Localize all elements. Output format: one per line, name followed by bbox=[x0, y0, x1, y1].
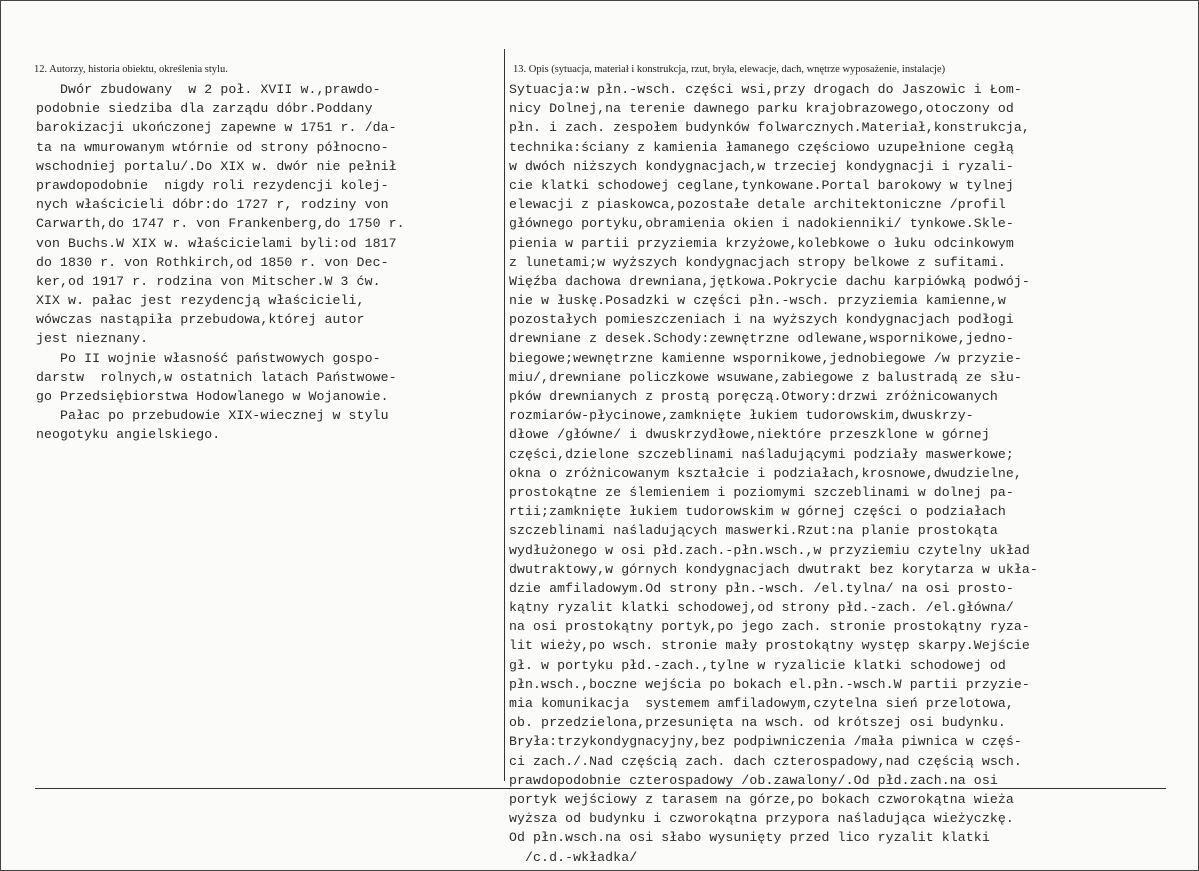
text-line: dwutraktowy,w górnych kondygnacjach dwutrakt bez korytarza w ukła- bbox=[509, 561, 1038, 577]
text-line: do 1830 r. von Rothkirch,od 1850 r. von Dec- bbox=[36, 254, 389, 270]
text-line: barokizacji ukończonej zapewne w 1751 r. /da- bbox=[36, 120, 397, 136]
text-line: w dwóch niższych kondygnacjach,w trzeciej kondygnacji i ryzali- bbox=[509, 158, 1014, 174]
text-line: wschodniej portalu/.Do XIX w. dwór nie pełnił bbox=[36, 158, 397, 174]
text-line: płn. i zach. zespołem budynków folwarcznych.Materiał,konstrukcja, bbox=[509, 120, 1030, 136]
text-line: ta na wmurowanym wtórnie od strony północno- bbox=[36, 139, 389, 155]
text-line: kątny ryzalit klatki schodowej,od strony płd.-zach. /el.główna/ bbox=[509, 600, 1014, 616]
text-line: portyk wejściowy z tarasem na górze,po bokach czworokątna wieża bbox=[509, 791, 1014, 807]
text-line: nie w łuskę.Posadzki w części płn.-wsch. przyziemia kamienne,w bbox=[509, 293, 1006, 309]
text-line: dzie amfiladowym.Od strony płn.-wsch. /el.tylna/ na osi prosto- bbox=[509, 580, 1014, 596]
column-divider bbox=[504, 49, 505, 781]
text-line: części,dzielone szczeblinami naśladującymi podziały maswerkowe; bbox=[509, 446, 1014, 462]
text-line: biegowe;wewnętrzne kamienne wspornikowe,jednobiegowe /w przyzie- bbox=[509, 350, 1022, 366]
text-line: gł. w portyku płd.-zach.,tylne w ryzalicie klatki schodowej od bbox=[509, 657, 1006, 673]
text-line: Po II wojnie własność państwowych gospo- bbox=[36, 350, 381, 366]
text-line: prawdopodobnie nigdy roli rezydencji kolej- bbox=[36, 177, 389, 193]
text-line: prostokątne ze ślemieniem i poziomymi szczeblinami w dolnej pa- bbox=[509, 484, 1014, 500]
text-line: rozmiarów-płycinowe,zamknięte łukiem tudorowskim,dwuskrzy- bbox=[509, 408, 974, 424]
text-line: miu/,drewniane policzkowe wsuwane,zabiegowe z balustradą ze słu- bbox=[509, 369, 1022, 385]
text-line: Dwór zbudowany w 2 poł. XVII w.,prawdo- bbox=[36, 82, 381, 97]
text-line: wówczas nastąpiła przebudowa,której autor bbox=[36, 312, 365, 328]
text-line: wyższa od budynku i czworokątna przypora naśladująca wieżyczkę. bbox=[509, 811, 1014, 827]
text-line: ob. przedzielona,przesunięta na wsch. od krótszej osi budynku. bbox=[509, 715, 1006, 731]
text-line: Więźba dachowa drewniana,jętkowa.Pokrycie dachu karpiówką podwój- bbox=[509, 273, 1030, 289]
right-section-heading: 13. Opis (sytuacja, materiał i konstrukcja, rzut, bryła, elewacje, dach, wnętrze wyposażenie, instalacje) bbox=[513, 64, 946, 75]
text-line: pienia w partii przyziemia krzyżowe,kolebkowe o łuku odcinkowym bbox=[509, 235, 1014, 251]
text-line: Pałac po przebudowie XIX-wiecznej w stylu bbox=[36, 408, 389, 424]
text-line: ci zach./.Nad częścią zach. dach czterospadowy,nad częścią wsch. bbox=[509, 753, 1022, 769]
text-line: na osi prostokątny portyk,po jego zach. stronie prostokątny ryza- bbox=[509, 619, 1030, 635]
text-line: /c.d.-wkładka/ bbox=[509, 849, 638, 865]
text-line: go Przedsiębiorstwa Hodowlanego w Wojanowie. bbox=[36, 389, 389, 404]
text-line: neogotyku angielskiego. bbox=[36, 427, 221, 443]
history-text-column bbox=[36, 80, 498, 445]
text-line: prawdopodobnie czterospadowy /ob.zawalony/.Od płd.zach.na osi bbox=[509, 772, 998, 788]
text-line: płn.wsch.,boczne wejścia po bokach el.płn.-wsch.W partii przyzie- bbox=[509, 676, 1030, 692]
text-line: von Buchs.W XIX w. właścicielami byli:od 1817 bbox=[36, 235, 397, 251]
text-line: darstw rolnych,w ostatnich latach Państwowe- bbox=[36, 369, 397, 385]
text-line: cie klatki schodowej ceglane,tynkowane.Portal barokowy w tylnej bbox=[509, 177, 1014, 193]
description-text-column bbox=[509, 80, 1175, 867]
text-line: drewniane z desek.Schody:zewnętrzne odlewane,wspornikowe,jedno- bbox=[509, 331, 1014, 347]
text-line: podobnie siedziba dla zarządu dóbr.Poddany bbox=[36, 101, 373, 117]
text-line: elewacji z piaskowca,pozostałe detale architektoniczne /profil bbox=[509, 197, 1006, 213]
text-line: ker,od 1917 r. rodzina von Mitscher.W 3 ćw. bbox=[36, 273, 381, 289]
text-line: Carwarth,do 1747 r. von Frankenberg,do 1750 r. bbox=[36, 216, 405, 232]
text-line: Sytuacja:w płn.-wsch. części wsi,przy drogach do Jaszowic i Łom- bbox=[509, 82, 1022, 97]
text-line: pków drewnianych z prostą poręczą.Otwory:drzwi zróżnicowanych bbox=[509, 389, 998, 404]
text-line: mia komunikacja systemem amfiladowym,czytelna sień przelotowa, bbox=[509, 696, 1014, 711]
text-line: z lunetami;w wyższych kondygnacjach stropy belkowe z sufitami. bbox=[509, 254, 1006, 270]
text-line: dłowe /główne/ i dwuskrzydłowe,niektóre przeszklone w górnej bbox=[509, 427, 990, 443]
left-section-heading: 12. Autorzy, historia obiektu, określenia stylu. bbox=[34, 64, 228, 75]
text-line: pozostałych pomieszczeniach i na wyższych kondygnacjach podłogi bbox=[509, 312, 1014, 328]
text-line: XIX w. pałac jest rezydencją właścicieli, bbox=[36, 293, 365, 309]
text-line: szczeblinami naśladujących maswerki.Rzut:na planie prostokąta bbox=[509, 523, 998, 539]
text-line: nych właścicieli dóbr:do 1727 r, rodziny von bbox=[36, 197, 389, 213]
text-line: głównego portyku,obramienia okien i nadokienniki/ tynkowe.Skle- bbox=[509, 216, 1014, 232]
text-line: okna o zróżnicowanym kształcie i podziałach,krosnowe,dwudzielne, bbox=[509, 465, 1022, 481]
text-line: technika:ściany z kamienia łamanego częściowo uzupełnione cegłą bbox=[509, 139, 1014, 155]
text-line: rtii;zamknięte łukiem tudorowskim w górnej części o podziałach bbox=[509, 504, 1006, 520]
text-line: Bryła:trzykondygnacyjny,bez podpiwniczenia /mała piwnica w częś- bbox=[509, 734, 1022, 750]
text-line: Od płn.wsch.na osi słabo wysunięty przed lico ryzalit klatki bbox=[509, 830, 990, 846]
text-line: wydłużonego w osi płd.zach.-płn.wsch.,w przyziemiu czytelny układ bbox=[509, 542, 1030, 558]
text-line: jest nieznany. bbox=[36, 331, 149, 347]
text-line: nicy Dolnej,na terenie dawnego parku krajobrazowego,otoczony od bbox=[509, 101, 1014, 117]
text-line: lit wieży,po wsch. stronie mały prostokątny występ skarpy.Wejście bbox=[509, 638, 1030, 654]
